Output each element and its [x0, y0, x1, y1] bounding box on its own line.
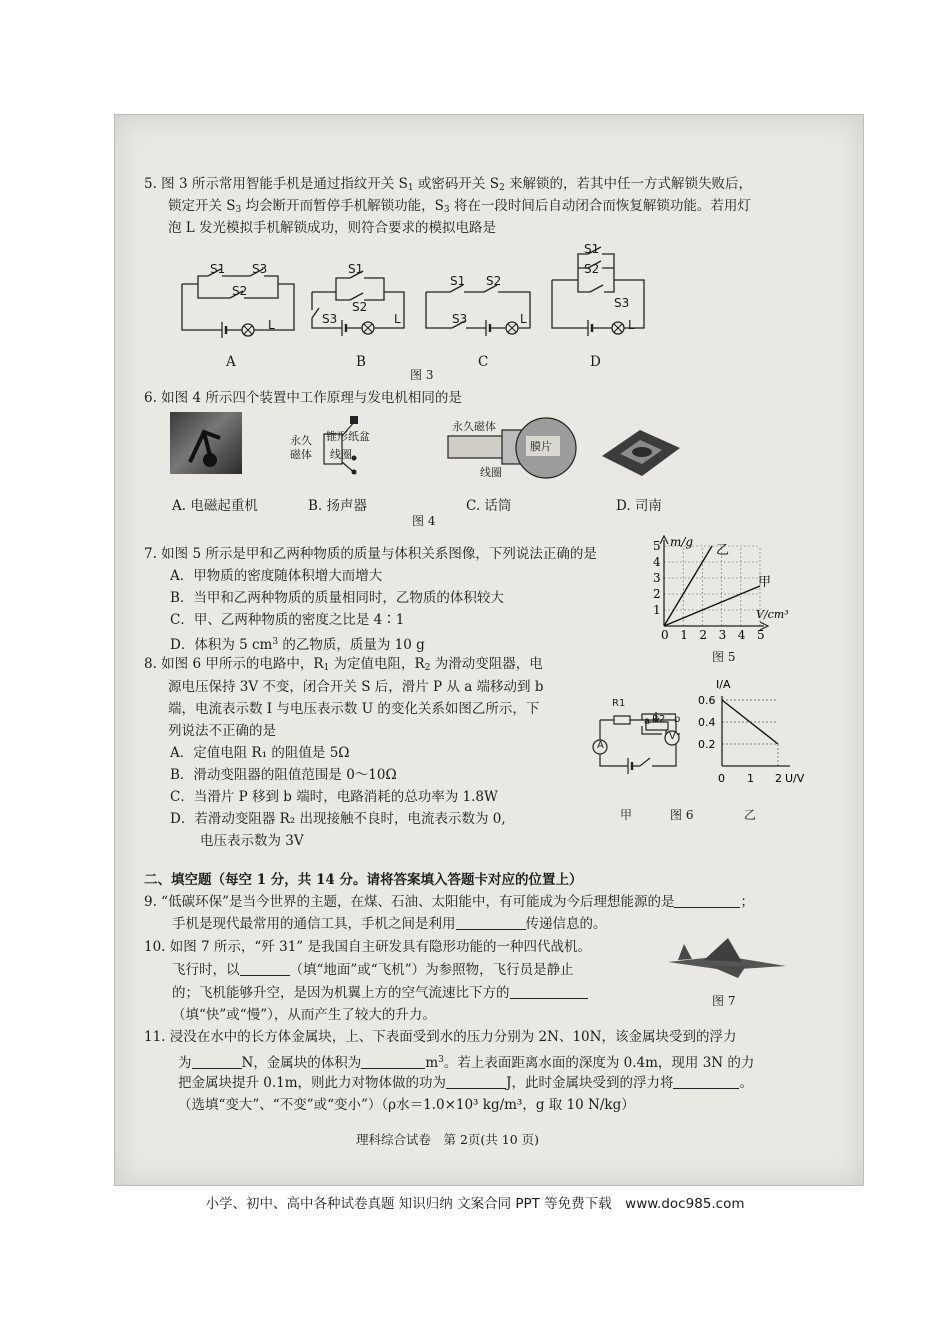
chart5-ylabel: m/g [670, 535, 694, 549]
circuit-c-lamp-label: L [520, 312, 527, 326]
q8-option-c: C．当滑片 P 移到 b 端时，电路消耗的总功率为 1.8W [170, 789, 498, 805]
circuit-d-s3-label: S3 [614, 296, 630, 310]
circuit-a-s2-label: S2 [232, 284, 248, 298]
q9-blank-2[interactable] [456, 915, 526, 930]
figure-5-caption: 图 5 [712, 650, 736, 664]
chart6-ticks [698, 694, 782, 785]
q9-blank-1[interactable] [674, 893, 740, 908]
q7-option-d: D．体积为 5 $cm^3$ 的乙物质，质量为 10 g [170, 637, 425, 653]
q11-blank-4[interactable] [673, 1074, 739, 1089]
chart5-line-yi [664, 546, 712, 626]
circuit-c [422, 278, 534, 336]
crane-icon [170, 412, 242, 474]
section-2-heading: 二、填空题（每空 1 分，共 14 分。请将答案填入答题卡对应的位置上） [144, 872, 583, 888]
q5-line2: 锁定开关 $S_3$ 均会断开而暂停手机解锁功能，$S_3$ 将在一段时间后自动闭合而恢复解锁功能。若用灯 [168, 198, 751, 215]
chart5-series-yi-label: 乙 [716, 543, 730, 558]
q6-option-a: A. 电磁起重机 [172, 498, 258, 514]
chart6-y-tick: 0.6 [698, 694, 716, 707]
q7-stem: 7. 如图 5 所示是甲和乙两种物质的质量与体积关系图像，下列说法正确的是 [144, 546, 597, 562]
q9-line1: 9. “低碳环保”是当今世界的主题，在煤、石油、太阳能中，有可能成为今后理想能源的是 ； [144, 894, 754, 910]
fig6-jia-label: 甲 [620, 808, 633, 822]
chart5-arrows [660, 536, 768, 630]
speaker-terminal-1 [352, 456, 357, 461]
q11-line2: 为 N，金属块的体积为 $m^3$。若上表面距离水面的深度为 0.4m，现用 3N 的力 [178, 1055, 755, 1071]
circuit-d-s2-label: S2 [584, 262, 600, 276]
chart5-x-tick: 5 [757, 628, 765, 642]
chart5-x-tick: 2 [699, 628, 708, 642]
chart5-x-tick: 1 [680, 628, 688, 642]
jet-wing-lower [710, 966, 746, 978]
chart5-grid [664, 546, 760, 626]
circuit-b-s2-label: S2 [352, 300, 368, 314]
circuit-c-s3-label: S3 [452, 312, 468, 326]
compass-icon [600, 428, 682, 478]
q8-option-a: A．定值电阻 R₁ 的阻值是 5Ω [170, 745, 350, 761]
chart5-series [664, 546, 760, 626]
q9-line2: 手机是现代最常用的通信工具，手机之间是利用 传递信息的。 [172, 916, 607, 932]
q7-option-b: B．当甲和乙两种物质的质量相同时，乙物质的体积较大 [170, 590, 504, 606]
option-a-label: A [226, 354, 236, 370]
q10-line2: 飞行时，以 （填“地面”或“飞机”）为参照物，飞行员是静止 [172, 962, 574, 978]
fig6-yi-label: 乙 [744, 808, 757, 822]
q10-line1: 10. 如图 7 所示，“歼 31” 是我国自主研发具有隐形功能的一种四代战机。 [144, 939, 591, 955]
mic-label-coil: 线圈 [480, 466, 502, 479]
q10-line4: （填“快”或“慢”），从而产生了较大的升力。 [172, 1007, 436, 1023]
fighter-jet-photo [664, 926, 792, 980]
q8-option-d2: 电压表示数为 3V [200, 833, 304, 849]
switch-s2 [350, 293, 363, 300]
chart5-line-jia [664, 586, 760, 626]
chart6-grid [722, 700, 778, 766]
circuit-d-s3-branch [578, 280, 614, 292]
circuit-b-s3-label: S3 [322, 312, 338, 326]
fig6-a-label: a [644, 716, 651, 727]
mic-label-magnet: 永久磁体 [452, 420, 496, 433]
mass-volume-chart [640, 534, 800, 644]
chart6-x-tick: 1 [747, 772, 754, 785]
resistor-r1 [614, 716, 630, 724]
mic-label-diaphragm: 膜片 [530, 440, 552, 453]
circuit-c-s1-label: S1 [450, 274, 466, 288]
speaker-label-cone: 锥形纸盆 [326, 430, 370, 443]
speaker-label-coil: 线圈 [330, 448, 352, 461]
chart6-origin: 0 [718, 772, 725, 785]
circuit-a-s3-label: S3 [252, 262, 268, 276]
q11-line3: 把金属块提升 0.1m，则此力对物体做的功为 J，此时金属块受到的浮力将 。 [178, 1075, 753, 1091]
q8-option-d1: D．若滑动变阻器 R₂ 出现接触不良时，电流表示数为 0, [170, 811, 506, 827]
current-voltage-chart [694, 678, 804, 790]
q8-option-b: B．滑动变阻器的阻值范围是 0～10Ω [170, 767, 397, 783]
speaker-top [350, 416, 358, 424]
chart5-y-tick: 5 [653, 539, 661, 553]
chart5-x-tick: 3 [718, 628, 727, 642]
switch-s [640, 758, 650, 766]
speaker-terminal-2 [352, 470, 357, 475]
circuit-d-lamp-label: L [628, 318, 635, 332]
q11-blank-2[interactable] [361, 1054, 425, 1069]
q10-blank-1[interactable] [240, 961, 290, 976]
q11-line4: （选填“变大”、“不变”或“变小”）（ρ水＝1.0×10³ kg/m³，g 取 10 N/kg） [178, 1097, 635, 1113]
jet-wing [704, 938, 742, 962]
q6-option-d: D. 司南 [616, 498, 662, 514]
chart5-y-tick: 3 [653, 571, 661, 585]
circuit-a-lamp-label: L [268, 318, 275, 332]
speaker-label-magnet-2: 磁体 [290, 448, 312, 461]
q7-option-a: A．甲物质的密度随体积增大而增大 [170, 568, 383, 584]
chart5-x-tick: 4 [737, 628, 746, 642]
circuit-a-s1-label: S1 [210, 262, 226, 276]
chart6-y-tick: 0.2 [698, 738, 716, 751]
crane-photo [170, 412, 242, 474]
chart6-ylabel: I/A [716, 678, 731, 691]
fig6-ammeter-label: A [597, 740, 604, 751]
switch-s3 [312, 308, 319, 318]
site-footer: 小学、初中、高中各种试卷真题 知识归纳 文案合同 PPT 等免费下载 www.doc985.com [205, 1196, 745, 1212]
figure-7-caption: 图 7 [712, 994, 736, 1008]
chart5-y-tick: 2 [653, 587, 661, 601]
circuit-b-branch [336, 292, 384, 300]
jet-tail [678, 944, 692, 960]
page-footer: 理科综合试卷 第 2页(共 10 页) [356, 1132, 540, 1147]
option-d-label: D [590, 354, 601, 370]
q7-option-c: C．甲、乙两种物质的密度之比是 4∶1 [170, 612, 405, 628]
q8-line1: 8. 如图 6 甲所示的电路中，$R_1$ 为定值电阻，$R_2$ 为滑动变阻器，电 [144, 656, 543, 673]
q8-line3: 端，电流表示数 I 与电压表示数 U 的变化关系如图乙所示，下 [168, 701, 540, 717]
circuit-c-s2-label: S2 [486, 274, 502, 288]
chart6-x-tick: 2 [775, 772, 782, 785]
fig6-voltmeter-label: V [669, 731, 676, 742]
chart6-y-tick: 0.4 [698, 716, 716, 729]
switch-s3 [590, 285, 603, 292]
chart5-xlabel: V/cm³ [756, 608, 789, 621]
circuit-a [178, 258, 298, 338]
q11-line1: 11. 浸没在水中的长方体金属块，上、下表面受到水的压力分别为 2N、10N，该金属块受到的浮力 [144, 1029, 737, 1045]
q6-stem: 6. 如图 4 所示四个装置中工作原理与发电机相同的是 [144, 390, 462, 406]
q8-line2: 源电压保持 3V 不变，闭合开关 S 后，滑片 P 从 a 端移动到 b [168, 679, 544, 695]
fig6-r2-label: R2 [652, 714, 666, 725]
option-c-label: C [478, 354, 489, 370]
chart5-y-tick: 4 [653, 555, 661, 569]
figure-3-caption: 图 3 [410, 368, 434, 382]
compass-spoon [632, 447, 652, 457]
chart5-y-tick: 1 [653, 603, 661, 617]
q11-blank-1[interactable] [192, 1054, 242, 1069]
q6-option-c: C. 话筒 [466, 498, 512, 514]
chart5-x-tick: 0 [661, 628, 669, 642]
q5-line1: 5. 图 3 所示常用智能手机是通过指纹开关 $S_1$ 或密码开关 $S_2$ 来解锁的，若其中任一方式解锁失败后， [144, 176, 752, 193]
fig6-r1-label: R1 [612, 698, 626, 709]
figure-6-caption: 图 6 [670, 808, 694, 822]
crane-magnet [203, 453, 217, 467]
q10-line3: 的；飞机能够升空，是因为机翼上方的空气流速比下方的 [172, 983, 588, 1003]
circuit-b-lamp-label: L [394, 312, 401, 326]
speaker-label-magnet-1: 永久 [290, 434, 312, 447]
option-b-label: B [356, 354, 366, 370]
q11-blank-3[interactable] [446, 1074, 506, 1089]
q10-blank-2[interactable] [510, 984, 588, 999]
fig6-b-label: b [674, 714, 681, 725]
compass-photo [600, 428, 682, 478]
chart5-series-jia-label: 甲 [758, 575, 772, 590]
mic-body [448, 436, 506, 458]
figure-4-caption: 图 4 [412, 514, 436, 528]
q6-option-b: B. 扬声器 [308, 498, 368, 514]
circuit-d-s1-label: S1 [584, 242, 600, 256]
q5-line3: 泡 L 发光模拟手机解锁成功，则符合要求的模拟电路是 [168, 220, 497, 236]
q8-line4: 列说法不正确的是 [168, 723, 276, 739]
circuit-b-s1-label: S1 [348, 262, 364, 276]
circuit-fig6 [586, 700, 694, 778]
chart6-xlabel: U/V [785, 772, 805, 785]
